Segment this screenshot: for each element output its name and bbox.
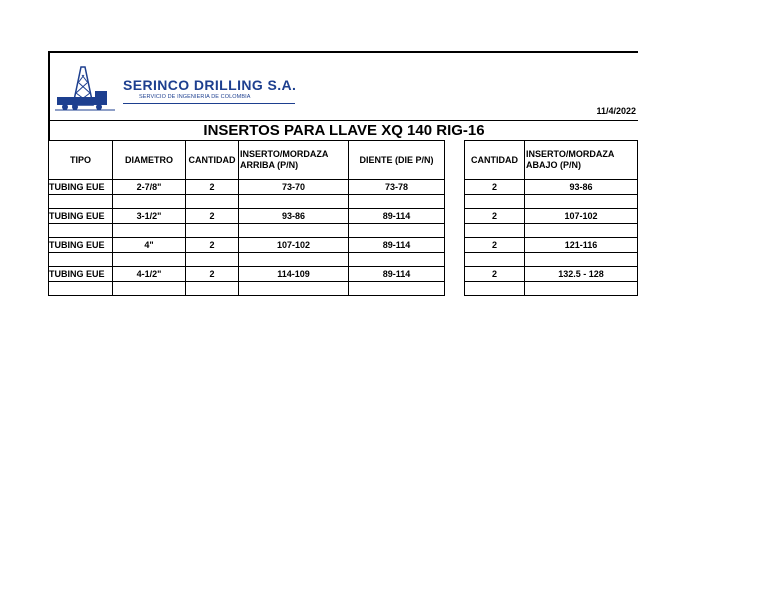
table-row (49, 209, 638, 224)
spacer-cell (445, 180, 465, 195)
empty-row (49, 223, 638, 238)
cell-cantidad: 2 (186, 209, 239, 224)
company-logo (55, 65, 295, 111)
spacer-cell (445, 238, 465, 253)
cell-tipo: TUBING EUE (49, 267, 113, 282)
header-cantidad: CANTIDAD (186, 141, 239, 180)
cell-inserto-abajo: 93-86 (525, 180, 638, 195)
spacer-cell (445, 141, 465, 180)
brand-divider (123, 103, 295, 104)
table-row (49, 267, 638, 282)
cell-tipo: TUBING EUE (49, 180, 113, 195)
document-title: INSERTOS PARA LLAVE XQ 140 RIG-16 (48, 120, 638, 140)
cell-diametro: 2-7/8" (113, 180, 186, 195)
cell-diente: 89-114 (349, 238, 445, 253)
spreadsheet-sheet (48, 51, 638, 296)
table-row (49, 180, 638, 195)
header-diametro: DIAMETRO (113, 141, 186, 180)
cell-cantidad-2: 2 (465, 209, 525, 224)
cell-inserto-arriba: 73-70 (239, 180, 349, 195)
cell-inserto-abajo: 121-116 (525, 238, 638, 253)
cell-cantidad: 2 (186, 180, 239, 195)
empty-row (49, 252, 638, 267)
spacer-cell (445, 267, 465, 282)
cell-inserto-arriba: 114-109 (239, 267, 349, 282)
table-header-row (49, 141, 638, 180)
cell-tipo: TUBING EUE (49, 209, 113, 224)
document-header (48, 51, 638, 120)
company-tagline: SERVICIO DE INGENIERIA DE COLOMBIA (139, 94, 251, 100)
inserts-table (48, 140, 638, 296)
cell-inserto-abajo: 107-102 (525, 209, 638, 224)
header-inserto-arriba: INSERTO/MORDAZA ARRIBA (P/N) (239, 141, 349, 180)
cell-diente: 89-114 (349, 209, 445, 224)
cell-tipo: TUBING EUE (49, 238, 113, 253)
header-diente: DIENTE (DIE P/N) (349, 141, 445, 180)
table-row (49, 238, 638, 253)
cell-inserto-arriba: 107-102 (239, 238, 349, 253)
cell-inserto-abajo: 132.5 - 128 (525, 267, 638, 282)
cell-diente: 89-114 (349, 267, 445, 282)
cell-cantidad: 2 (186, 238, 239, 253)
empty-row (49, 281, 638, 296)
cell-inserto-arriba: 93-86 (239, 209, 349, 224)
header-inserto-abajo: INSERTO/MORDAZA ABAJO (P/N) (525, 141, 638, 180)
cell-cantidad-2: 2 (465, 238, 525, 253)
header-tipo: TIPO (49, 141, 113, 180)
cell-diente: 73-78 (349, 180, 445, 195)
cell-diametro: 4" (113, 238, 186, 253)
empty-row (49, 194, 638, 209)
document-date: 11/4/2022 (596, 106, 636, 116)
cell-cantidad-2: 2 (465, 267, 525, 282)
header-cantidad-2: CANTIDAD (465, 141, 525, 180)
cell-cantidad: 2 (186, 267, 239, 282)
drilling-rig-logo-icon (55, 65, 115, 111)
cell-diametro: 4-1/2" (113, 267, 186, 282)
cell-cantidad-2: 2 (465, 180, 525, 195)
spacer-cell (445, 209, 465, 224)
cell-diametro: 3-1/2" (113, 209, 186, 224)
company-name: SERINCO DRILLING S.A. (123, 77, 297, 93)
